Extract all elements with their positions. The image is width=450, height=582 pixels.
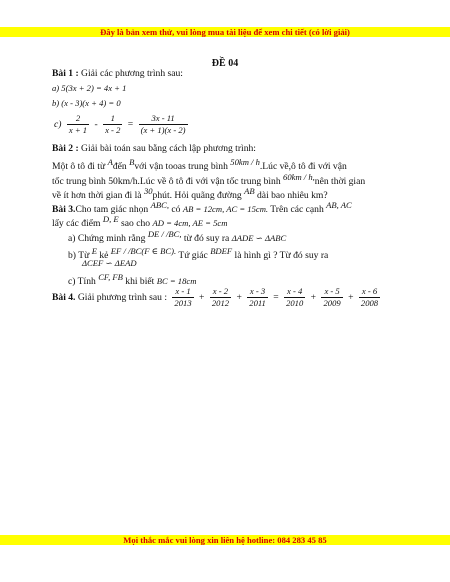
bai3-part-a: a) Chứng minh rằng $^{DE / /BC,}$ từ đó suy ra ΔADE ∽ ΔABC [68,229,287,245]
bai4-fraction-5: $\frac{x - 5}{2009}$ [323,286,341,308]
exam-title: ĐỀ 04 [211,58,239,69]
bai1-c-label: c) [54,118,62,130]
hotline-footer-banner: Mọi thắc mắc vui lòng xin liên hệ hotline: 084 283 45 85 [0,535,450,545]
bai1-part-c: c) $\frac{2}{x + 1}$ - $\frac{1}{x - 2}$ = $\frac{3x - 11}{(x + 1)(x - 2)}$ [54,113,186,135]
bai1-part-b: b) (x - 3)(x + 4) = 0 [52,98,121,108]
bai2-line-3: về ít hơn thời gian đi là $^{30}$phút. Hỏi quãng đường $^{AB}$ dài bao nhiêu km? [52,186,328,202]
bai1-text: Giải các phương trình sau: [78,68,183,79]
bai1-part-a: a) 5(3x + 2) = 4x + 1 [52,83,127,93]
bai3-part-b-similarity: ΔCEF ∽ ΔEAD [82,258,137,268]
bai4-fraction-4: $\frac{x - 4}{2010}$ [286,286,304,308]
bai3-line-2: lấy các điểm $^{D, E}$ sao cho AD = 4cm, AE = 5cm [52,214,228,230]
bai4-fraction-1: $\frac{x - 1}{2013}$ [174,286,192,308]
bai4-line: Bài 4. Giải phương trình sau : $\frac{x - 1}{2013}$ + $\frac{x - 2}{2012}$ + $\frac{x - 3}{2011}$ = $\frac{x - 4}{2010}$ + $\frac{x - 5}{2009}$ + $\frac{x - 6}{2008}$ [52,286,379,308]
preview-notice-banner: Đây là bản xem thử, vui lòng mua tài liệu để xem chi tiết (có lời giải) [0,27,450,37]
bai4-fraction-6: $\frac{x - 6}{2008}$ [360,286,379,308]
bai3-line-1: Bài 3.Cho tam giác nhọn $^{ABC,}$ có AB = 12cm, AC = 15cm. Trên các cạnh $^{AB, AC}$ [52,200,352,216]
bai3-part-b: b) Từ $^E$ kẻ $^{EF / /BC(F \in BC).}$ Tứ giác $^{BDEF}$ là hình gì ? Từ đó suy ra [68,246,329,262]
bai4-fraction-2: $\frac{x - 2}{2012}$ [211,286,230,308]
bai4-fraction-3: $\frac{x - 3}{2011}$ [249,286,266,308]
bai2-line-1: Một ô tô đi từ $^A$đến $^B$với vận tooas trung bình $^{50km / h}$.Lúc về,ô tô đi với vận [52,157,347,173]
bai1-c-fraction-1: $\frac{2}{x + 1}$ [68,113,88,135]
bai1-label: Bài 1 : [52,68,79,79]
bai1-c-fraction-2: $\frac{1}{x - 2}$ [105,113,121,135]
bai3-part-c: c) Tính $^{CF, FB}$ khi biết BC = 18cm [68,272,197,288]
bai2-heading: Bài 2 : Giải bài toán sau bằng cách lập phương trình: [52,143,256,154]
bai1-heading [52,68,183,80]
bai1-c-fraction-3: $\frac{3x - 11}{(x + 1)(x - 2)}$ [140,113,186,135]
bai2-line-2: tốc trung bình 50km/h.Lúc về ô tô đi với vận tốc trung bình $^{60km / h,}$nên thời gian [52,172,366,188]
